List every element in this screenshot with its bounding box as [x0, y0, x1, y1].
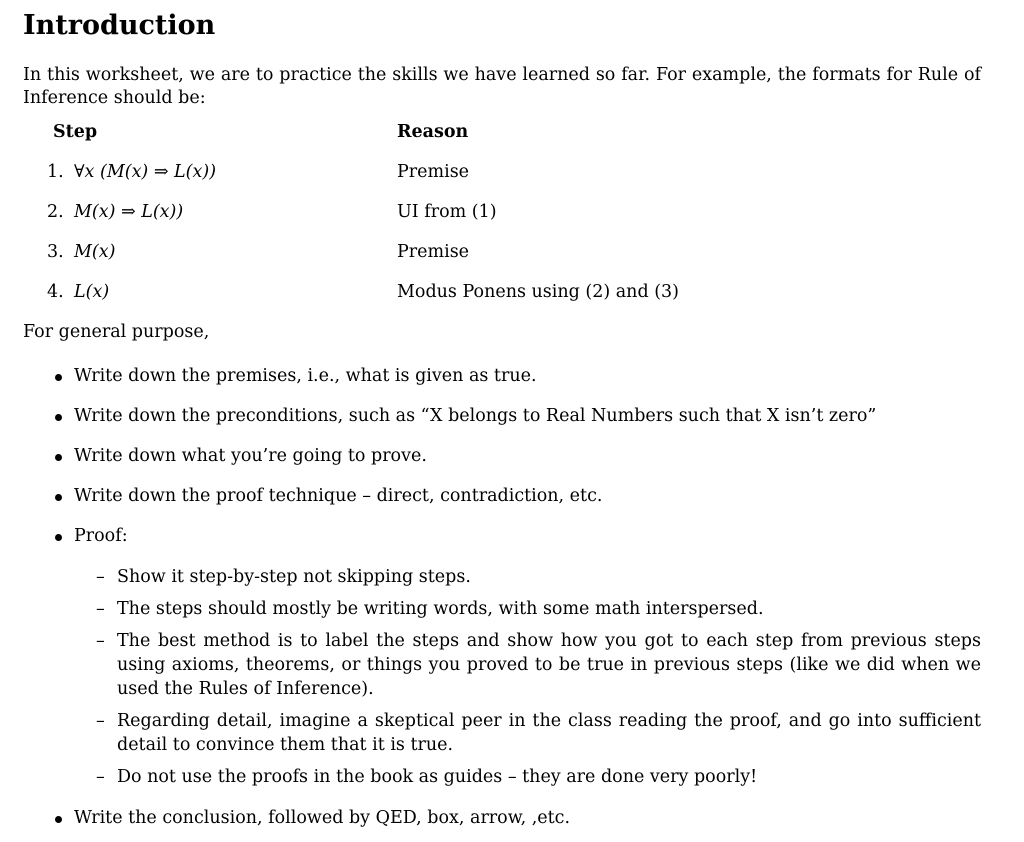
bullet-icon	[55, 454, 62, 461]
list-item: Write down the preconditions, such as “X belongs to Real Numbers such that X isn’t zero”	[74, 406, 877, 426]
step-expression: ∀x (M(x) ⇒ L(x))	[74, 162, 217, 182]
bullet-icon	[55, 374, 62, 381]
list-item: Write down the proof technique – direct, contradiction, etc.	[74, 486, 603, 506]
step-reason: Modus Ponens using (2) and (3)	[397, 282, 680, 302]
table-header-step: Step	[53, 122, 98, 142]
bullet-icon	[55, 494, 62, 501]
step-number: 4.	[47, 282, 64, 302]
step-number: 2.	[47, 202, 64, 222]
sub-list-item: Regarding detail, imagine a skeptical peer in the class reading the proof, and go into sufficient detail to convince them that it is true.	[117, 711, 981, 755]
intro-paragraph: In this worksheet, we are to practice the skills we have learned so far. For example, the formats for Rule of Inference should be:	[23, 65, 981, 108]
dash-marker: –	[96, 711, 105, 731]
dash-marker: –	[96, 599, 105, 619]
list-item: Write down what you’re going to prove.	[74, 446, 427, 466]
step-reason: Premise	[397, 242, 470, 262]
step-expression: M(x)	[74, 242, 116, 262]
general-purpose-text: For general purpose,	[23, 322, 210, 342]
dash-marker: –	[96, 567, 105, 587]
step-expression: L(x)	[74, 282, 110, 302]
list-item: Write down the premises, i.e., what is given as true.	[74, 366, 537, 386]
table-header-reason: Reason	[397, 122, 469, 142]
sub-list-item: Do not use the proofs in the book as guides – they are done very poorly!	[117, 767, 758, 787]
list-item: Write the conclusion, followed by QED, box, arrow, ,etc.	[74, 808, 571, 828]
step-expression: M(x) ⇒ L(x))	[74, 202, 184, 222]
bullet-icon	[55, 414, 62, 421]
step-reason: Premise	[397, 162, 470, 182]
section-heading: Introduction	[23, 10, 216, 41]
sub-list-item: Show it step-by-step not skipping steps.	[117, 567, 471, 587]
sub-list-item: The steps should mostly be writing words, with some math interspersed.	[117, 599, 764, 619]
dash-marker: –	[96, 631, 105, 651]
dash-marker: –	[96, 767, 105, 787]
bullet-icon	[55, 816, 62, 823]
list-item: Proof:	[74, 526, 128, 546]
step-reason: UI from (1)	[397, 202, 497, 222]
bullet-icon	[55, 534, 62, 541]
step-number: 3.	[47, 242, 64, 262]
step-number: 1.	[47, 162, 64, 182]
sub-list-item: The best method is to label the steps and show how you got to each step from previous steps using axioms, theorems, or things you proved to be true in previous steps (like we did when we used the Rules of Inference).	[117, 631, 981, 699]
